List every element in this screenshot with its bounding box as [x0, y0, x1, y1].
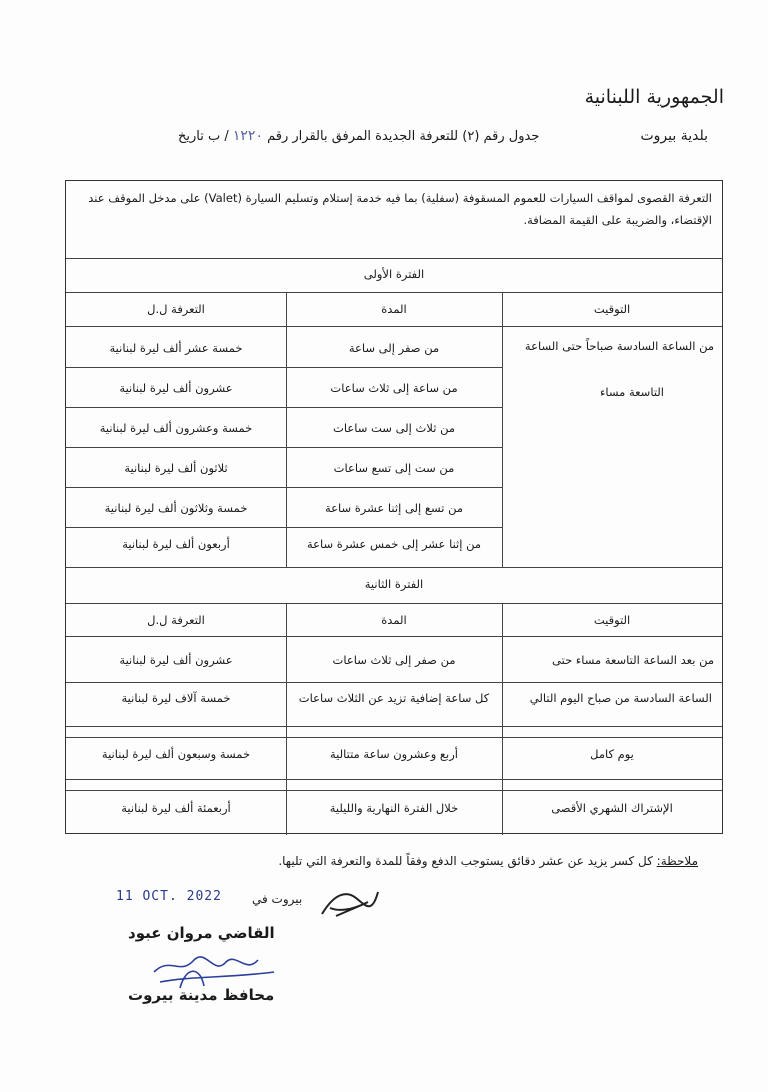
divider	[66, 367, 502, 368]
period1-timing-line2: التاسعة مساء	[599, 385, 664, 399]
divider	[66, 779, 722, 780]
governor-title: محافظ مدينة بيروت	[128, 986, 275, 1004]
divider	[66, 487, 502, 488]
divider	[66, 527, 502, 528]
signature-mark	[316, 884, 386, 924]
period1-tariff: أربعون ألف ليرة لبنانية	[122, 537, 230, 551]
fullday-duration: أربع وعشرون ساعة متتالية	[330, 747, 458, 761]
fullday-timing: يوم كامل	[590, 747, 634, 761]
period2-duration: كل ساعة إضافية تزيد عن الثلاث ساعات	[298, 691, 490, 705]
divider	[66, 726, 722, 727]
signature-city: بيروت في	[252, 892, 303, 906]
period1-duration: من صفر إلى ساعة	[348, 341, 440, 355]
divider	[66, 603, 722, 604]
monthly-duration: خلال الفترة النهارية والليلية	[329, 801, 459, 815]
divider	[66, 567, 722, 568]
period1-tariff: خمسة وثلاثون ألف ليرة لبنانية	[104, 501, 248, 515]
divider	[66, 790, 722, 791]
divider	[66, 636, 722, 637]
decision-number: ١٢٢٠	[232, 128, 263, 144]
period2-timing-line2: الساعة السادسة من صباح اليوم التالي	[529, 691, 712, 705]
period1-header-tariff: التعرفة ل.ل	[147, 302, 205, 316]
column-divider	[502, 292, 503, 567]
period1-timing-line1: من الساعة السادسة صباحاً حتى الساعة	[524, 339, 714, 353]
period1-duration: من ست إلى تسع ساعات	[333, 461, 455, 475]
period1-duration: من ساعة إلى ثلاث ساعات	[330, 381, 458, 395]
table-title-text: جدول رقم (٢) للتعرفة الجديدة المرفق بالقرار رقم	[267, 129, 540, 144]
period1-tariff: عشرون ألف ليرة لبنانية	[119, 381, 233, 395]
monthly-tariff: أربعمئة ألف ليرة لبنانية	[121, 801, 231, 815]
period1-duration: من تسع إلى إثنا عشرة ساعة	[324, 501, 464, 515]
monthly-timing: الإشتراك الشهري الأقصى	[551, 801, 673, 815]
republic-heading: الجمهورية اللبنانية	[584, 86, 724, 108]
divider	[66, 447, 502, 448]
intro-text: التعرفة القصوى لمواقف السيارات للعموم المسقوفة (سفلية) بما فيه خدمة إستلام وتسليم السيارة (Valet) على مدخل الموقف عند الإقتضاء، والضريبة على القيمة المضافة.	[88, 191, 712, 227]
period2-timing-line1: من بعد الساعة التاسعة مساء حتى	[552, 653, 714, 667]
period1-tariff: خمسة وعشرون ألف ليرة لبنانية	[99, 421, 253, 435]
divider	[66, 407, 502, 408]
note	[278, 854, 698, 868]
period2-duration: من صفر إلى ثلاث ساعات	[332, 653, 456, 667]
note-text: كل كسر يزيد عن عشر دقائق يستوجب الدفع وفقاً للمدة والتعرفة التي تليها.	[278, 854, 653, 868]
period2-title: الفترة الثانية	[364, 577, 424, 591]
judge-name: القاضي مروان عبود	[128, 924, 275, 942]
fullday-tariff: خمسة وسبعون ألف ليرة لبنانية	[101, 747, 251, 761]
period2-tariff: عشرون ألف ليرة لبنانية	[119, 653, 233, 667]
divider	[66, 258, 722, 259]
period1-duration: من ثلاث إلى ست ساعات	[333, 421, 455, 435]
period2-header-duration: المدة	[381, 613, 407, 627]
divider	[66, 737, 722, 738]
divider	[66, 682, 722, 683]
tariff-table	[65, 180, 723, 834]
period1-header-timing: التوقيت	[593, 302, 631, 316]
table-title	[178, 128, 539, 144]
stamp-date: 11 OCT. 2022	[116, 889, 222, 904]
period1-duration: من إثنا عشر إلى خمس عشرة ساعة	[306, 537, 482, 551]
period1-tariff: ثلاثون ألف ليرة لبنانية	[124, 461, 228, 475]
period2-header-timing: التوقيت	[593, 613, 631, 627]
period1-header-duration: المدة	[381, 302, 407, 316]
period1-title: الفترة الأولى	[363, 267, 425, 281]
divider	[66, 292, 722, 293]
note-label: ملاحظة:	[656, 854, 698, 868]
period1-tariff: خمسة عشر ألف ليرة لبنانية	[109, 341, 243, 355]
municipality-label: بلدية بيروت	[640, 128, 708, 144]
period2-tariff: خمسة آلاف ليرة لبنانية	[121, 691, 231, 705]
date-label: / ب تاريخ	[178, 129, 229, 144]
divider	[66, 326, 722, 327]
period2-header-tariff: التعرفة ل.ل	[147, 613, 205, 627]
